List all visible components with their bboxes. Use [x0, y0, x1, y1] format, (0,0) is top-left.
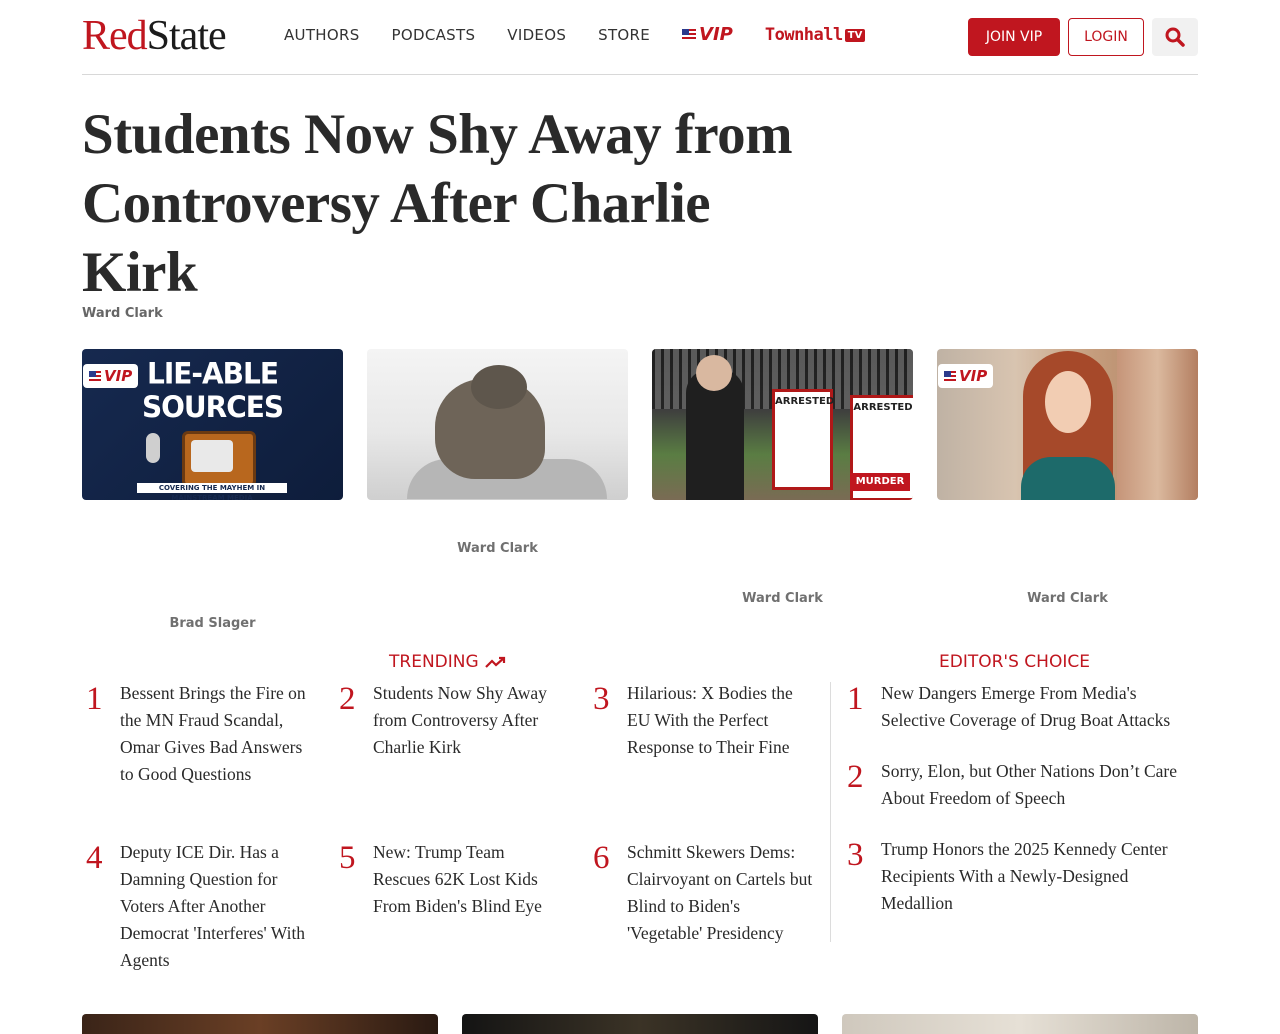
- editors-rank: 2: [847, 759, 864, 795]
- trending-headline: Bessent Brings the Fire on the MN Fraud Scandal, Omar Gives Bad Answers to Good Questions: [120, 683, 306, 784]
- sign-label: ARRESTED: [853, 402, 913, 413]
- card-4-author[interactable]: Ward Clark: [1027, 591, 1108, 606]
- trending-rank: 3: [593, 681, 610, 717]
- editors-item-1[interactable]: [843, 680, 1198, 734]
- main-nav: [284, 24, 865, 46]
- story-image-seal: [367, 349, 628, 500]
- search-button[interactable]: [1152, 18, 1198, 56]
- story-card-1[interactable]: [82, 349, 343, 500]
- blur-art: [1117, 349, 1198, 500]
- article-author[interactable]: Ward Clark: [82, 306, 163, 321]
- trending-rank: 5: [339, 840, 356, 876]
- editors-item-3[interactable]: [843, 836, 1198, 917]
- nav-vip[interactable]: [682, 24, 733, 46]
- story-card-4[interactable]: [937, 349, 1198, 500]
- trending-up-icon: [485, 655, 507, 669]
- story-image-lie-able-sources: [82, 349, 343, 500]
- story-card-2[interactable]: [367, 349, 628, 500]
- trending-item-5[interactable]: [335, 839, 560, 920]
- card-1-author[interactable]: Brad Slager: [169, 616, 256, 631]
- editors-rank: 3: [847, 837, 864, 873]
- sign-label: ARRESTED: [775, 396, 835, 407]
- microphone-art: [146, 433, 160, 463]
- section-divider: [830, 682, 831, 942]
- sign-art: [772, 389, 833, 490]
- vip-badge: [938, 364, 993, 388]
- editors-headline: Trump Honors the 2025 Kennedy Center Recipients With a Newly-Designed Medallion: [881, 839, 1168, 913]
- trending-headline: Students Now Shy Away from Controversy After Charlie Kirk: [373, 683, 547, 757]
- trending-rank: 4: [86, 840, 103, 876]
- nav-vip-label: VIP: [699, 24, 733, 45]
- trending-item-6[interactable]: [589, 839, 814, 947]
- join-vip-button[interactable]: JOIN VIP: [968, 18, 1060, 56]
- editors-choice-heading: [939, 651, 1090, 673]
- editors-headline: New Dangers Emerge From Media's Selective Coverage of Drug Boat Attacks: [881, 683, 1171, 730]
- trending-headline: Schmitt Skewers Dems: Clairvoyant on Cartels but Blind to Biden's 'Vegetable' Presidency: [627, 842, 813, 943]
- nav-authors[interactable]: AUTHORS: [284, 26, 360, 44]
- image-headline-art: LIE-ABLE SOURCES: [141, 356, 284, 425]
- vip-badge: [83, 364, 138, 388]
- logo-black-part: State: [146, 13, 226, 59]
- face-art: [696, 355, 732, 391]
- nav-townhall-tv[interactable]: [765, 25, 865, 45]
- search-icon: [1165, 27, 1185, 47]
- trending-headline: Hilarious: X Bodies the EU With the Perfect Response to Their Fine: [627, 683, 793, 757]
- image-strip-text: COVERING THE MAYHEM IN MAINSTREAM MEDIA: [137, 483, 287, 493]
- flag-icon: [89, 371, 101, 381]
- seal-head-art: [471, 365, 527, 409]
- trending-item-2[interactable]: [335, 680, 560, 761]
- nav-podcasts[interactable]: PODCASTS: [391, 26, 476, 44]
- story-image-arrested-signs: [652, 349, 913, 500]
- trending-heading: [389, 651, 507, 673]
- editors-item-2[interactable]: [843, 758, 1198, 812]
- nav-videos[interactable]: VIDEOS: [507, 26, 567, 44]
- vip-badge-label: VIP: [959, 367, 988, 385]
- login-button[interactable]: LOGIN: [1068, 18, 1144, 56]
- trending-item-1[interactable]: [82, 680, 310, 788]
- story-image-bottom-2[interactable]: [462, 1014, 818, 1034]
- vip-badge-label: VIP: [104, 367, 133, 385]
- trending-rank: 1: [86, 681, 103, 717]
- story-image-bottom-1[interactable]: [82, 1014, 438, 1034]
- editors-choice-title: EDITOR'S CHOICE: [939, 652, 1090, 672]
- story-card-3[interactable]: [652, 349, 913, 500]
- tv-badge: TV: [845, 29, 866, 42]
- tv-art: [182, 431, 256, 487]
- trending-item-4[interactable]: [82, 839, 310, 974]
- nav-store[interactable]: STORE: [598, 26, 651, 44]
- flag-icon: [682, 29, 696, 41]
- card-3-author[interactable]: Ward Clark: [742, 591, 823, 606]
- trending-item-3[interactable]: [589, 680, 814, 761]
- face-art: [1045, 371, 1091, 433]
- site-logo[interactable]: [82, 14, 226, 58]
- story-image-portrait: [937, 349, 1198, 500]
- story-image-bottom-3[interactable]: [842, 1014, 1198, 1034]
- card-2-author[interactable]: Ward Clark: [457, 541, 538, 556]
- sign-bottom-label: MURDER: [850, 473, 910, 491]
- site-header: [82, 0, 1198, 75]
- editors-rank: 1: [847, 681, 864, 717]
- trending-headline: New: Trump Team Rescues 62K Lost Kids From Biden's Blind Eye: [373, 842, 542, 916]
- dress-art: [1021, 457, 1115, 500]
- trending-rank: 2: [339, 681, 356, 717]
- editors-headline: Sorry, Elon, but Other Nations Don’t Care About Freedom of Speech: [881, 761, 1177, 808]
- townhall-label: Townhall: [764, 25, 843, 45]
- trending-title: TRENDING: [389, 652, 479, 672]
- logo-red-part: Red: [82, 13, 147, 59]
- trending-headline: Deputy ICE Dir. Has a Damning Question for Voters After Another Democrat 'Interferes' With Agents: [120, 842, 306, 970]
- article-title[interactable]: Students Now Shy Away from Controversy After Charlie Kirk: [82, 103, 793, 304]
- flag-icon: [944, 371, 956, 381]
- trending-rank: 6: [593, 840, 610, 876]
